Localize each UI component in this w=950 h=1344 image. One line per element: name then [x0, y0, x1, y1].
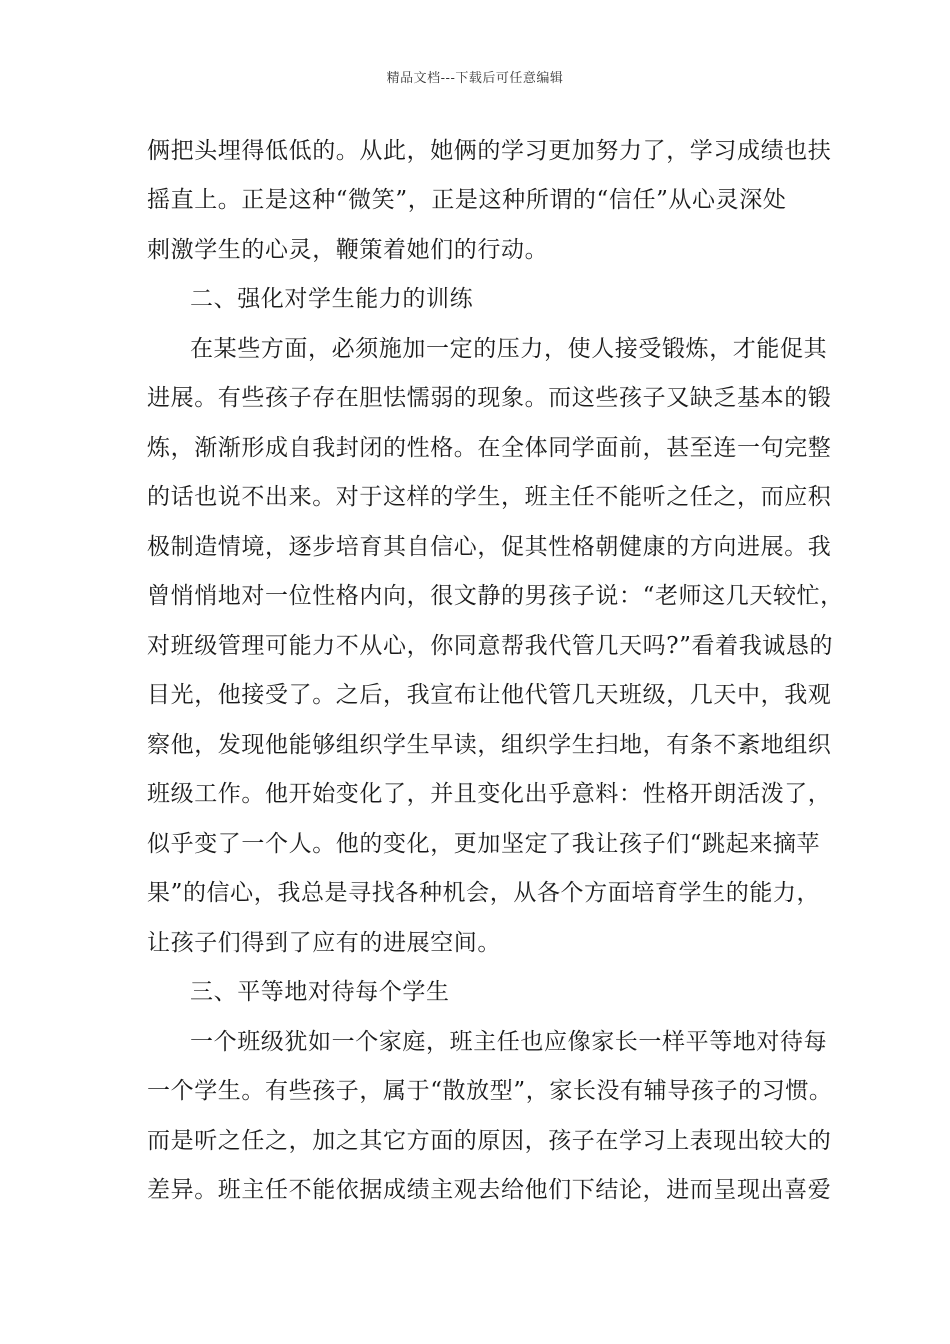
text-line: 班级工作。他开始变化了，并且变化出乎意料：性格开朗活泼了，: [147, 781, 832, 807]
text-line: 让孩子们得到了应有的进展空间。: [147, 930, 501, 956]
text-line: 察他，发现他能够组织学生早读，组织学生扫地，有条不紊地组织: [147, 732, 832, 758]
text-line: 而是听之任之，加之其它方面的原因，孩子在学习上表现出较大的: [147, 1128, 832, 1154]
text-line: 曾悄悄地对一位性格内向，很文静的男孩子说：“老师这几天较忙，: [147, 583, 844, 609]
text-line: 进展。有些孩子存在胆怯懦弱的现象。而这些孩子又缺乏基本的锻: [147, 385, 832, 411]
text-line: 的话也说不出来。对于这样的学生，班主任不能听之任之，而应积: [147, 484, 832, 510]
text-line: 差异。班主任不能依据成绩主观去给他们下结论，进而呈现出喜爱: [147, 1177, 832, 1203]
text-line: 一个班级犹如一个家庭，班主任也应像家长一样平等地对待每: [190, 1029, 828, 1055]
text-line: 刺激学生的心灵，鞭策着她们的行动。: [147, 237, 549, 263]
text-line: 摇直上。正是这种“微笑”，正是这种所谓的“信任”从心灵深处: [147, 187, 787, 213]
text-line: 炼，渐渐形成自我封闭的性格。在全体同学面前，甚至连一句完整: [147, 435, 832, 461]
text-line: 在某些方面，必须施加一定的压力，使人接受锻炼，才能促其: [190, 336, 828, 362]
page-header: 精品文档---下载后可任意编辑: [386, 71, 564, 86]
section-heading: 二、强化对学生能力的训练: [190, 286, 474, 312]
text-line: 极制造情境，逐步培育其自信心，促其性格朝健康的方向进展。我: [147, 534, 832, 560]
text-line: 对班级管理可能力不从心，你同意帮我代管几天吗?”看着我诚恳的: [147, 633, 834, 659]
text-line: 一个学生。有些孩子，属于“散放型”，家长没有辅导孩子的习惯。: [147, 1078, 833, 1104]
text-line: 果”的信心，我总是寻找各种机会，从各个方面培育学生的能力，: [147, 880, 821, 906]
text-line: 似乎变了一个人。他的变化，更加坚定了我让孩子们“跳起来摘苹: [147, 831, 821, 857]
text-line: 俩把头埋得低低的。从此，她俩的学习更加努力了，学习成绩也扶: [147, 138, 832, 164]
text-line: 目光，他接受了。之后，我宣布让他代管几天班级，几天中，我观: [147, 682, 832, 708]
section-heading: 三、平等地对待每个学生: [190, 979, 450, 1005]
